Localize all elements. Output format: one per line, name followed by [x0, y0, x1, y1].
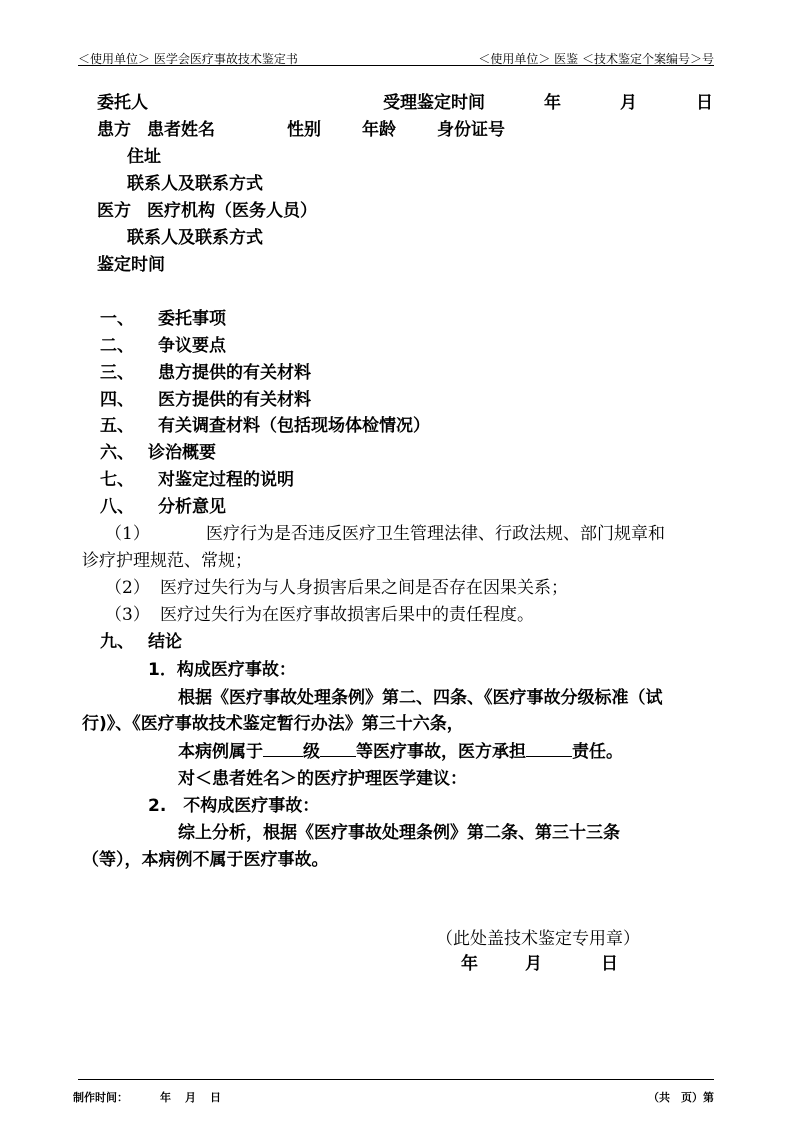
analysis-text: 医疗过失行为在医疗事故损害后果中的责任程度。 [160, 605, 534, 625]
analysis-text: 医疗行为是否违反医疗卫生管理法律、行政法规、部门规章和 [206, 524, 665, 544]
medical-contact-label: 联系人及联系方式 [127, 228, 263, 248]
footer-pages: （共 页）第 [648, 1091, 714, 1104]
section-num: 八、 [100, 497, 134, 517]
seal-month: 月 [525, 954, 542, 974]
address-label: 住址 [127, 147, 161, 167]
conclusion-item2-line2: （等），本病例不属于医疗事故。 [82, 850, 329, 870]
conclusion-item1-label: 1．构成医疗事故： [148, 660, 296, 680]
section-title: 诊治概要 [148, 443, 216, 463]
footer-divider [78, 1079, 714, 1080]
section-title: 委托事项 [158, 309, 226, 329]
conclusion-item2-label: 2. 不构成医疗事故： [148, 796, 320, 816]
age-label: 年龄 [362, 120, 396, 140]
section-num: 四、 [100, 390, 134, 410]
conclusion-item2-line1: 综上分析，根据《医疗事故处理条例》第二条、第三十三条 [178, 823, 620, 843]
grade-text-1: 本病例属于 [178, 742, 263, 762]
section-num: 五、 [100, 416, 134, 436]
section-num: 一、 [100, 309, 134, 329]
institution-label: 医疗机构（医务人员） [147, 201, 317, 221]
seal-note: （此处盖技术鉴定专用章） [436, 929, 640, 949]
accept-year: 年 [544, 93, 561, 113]
grade-blank [320, 739, 356, 757]
section-num: 二、 [100, 336, 134, 356]
responsibility-blank [526, 739, 572, 757]
gender-label: 性别 [287, 120, 321, 140]
patient-contact-label: 联系人及联系方式 [127, 174, 263, 194]
analysis-num: （2） [105, 578, 150, 598]
header-divider [78, 65, 714, 66]
section-title: 分析意见 [158, 497, 226, 517]
accept-time-label: 受理鉴定时间 [383, 93, 485, 113]
entrustor-label: 委托人 [97, 93, 148, 113]
analysis-text-cont: 诊疗护理规范、常规； [82, 551, 252, 571]
seal-year: 年 [461, 954, 478, 974]
footer-made-time: 制作时间： [73, 1091, 128, 1104]
header-left: ＜使用单位＞ 医学会医疗事故技术鉴定书 [78, 52, 298, 66]
section-title: 争议要点 [158, 336, 226, 356]
section-title: 医方提供的有关材料 [158, 390, 311, 410]
accept-month: 月 [620, 93, 637, 113]
grade-text-4: 责任。 [572, 742, 623, 762]
conclusion-item1-line1: 根据《医疗事故处理条例》第二、四条、《医疗事故分级标准（试 [178, 688, 663, 708]
appraisal-time-label: 鉴定时间 [97, 255, 165, 275]
grade-text-3: 等医疗事故，医方承担 [356, 742, 526, 762]
footer-month: 月 [185, 1091, 196, 1104]
conclusion-item1-grade-line [178, 737, 623, 762]
patient-name-label: 患者姓名 [147, 120, 215, 140]
section-title: 患方提供的有关材料 [158, 363, 311, 383]
id-number-label: 身份证号 [437, 120, 505, 140]
analysis-text: 医疗过失行为与人身损害后果之间是否存在因果关系； [160, 578, 568, 598]
analysis-num: （3） [105, 605, 150, 625]
section-num: 三、 [100, 363, 134, 383]
seal-day: 日 [601, 954, 618, 974]
conclusion-advice: 对＜患者姓名＞的医疗护理医学建议： [178, 769, 467, 789]
accept-day: 日 [696, 93, 713, 113]
conclusion-title: 结论 [148, 632, 182, 652]
header-right: ＜使用单位＞ 医鉴 ＜技术鉴定个案编号＞号 [478, 52, 714, 66]
footer-year: 年 [160, 1091, 171, 1104]
section-title: 对鉴定过程的说明 [158, 470, 294, 490]
footer-day: 日 [210, 1091, 221, 1104]
conclusion-item1-line2: 行)》、《医疗事故技术鉴定暂行办法》第三十六条， [82, 714, 464, 734]
section-num: 七、 [100, 470, 134, 490]
analysis-num: （1） [105, 524, 150, 544]
conclusion-num: 九、 [100, 632, 134, 652]
level-blank [263, 739, 303, 757]
patient-side-label: 患方 [97, 120, 131, 140]
grade-text-2: 级 [303, 742, 320, 762]
section-num: 六、 [100, 443, 134, 463]
medical-side-label: 医方 [97, 201, 131, 221]
section-title: 有关调查材料（包括现场体检情况） [158, 416, 430, 436]
